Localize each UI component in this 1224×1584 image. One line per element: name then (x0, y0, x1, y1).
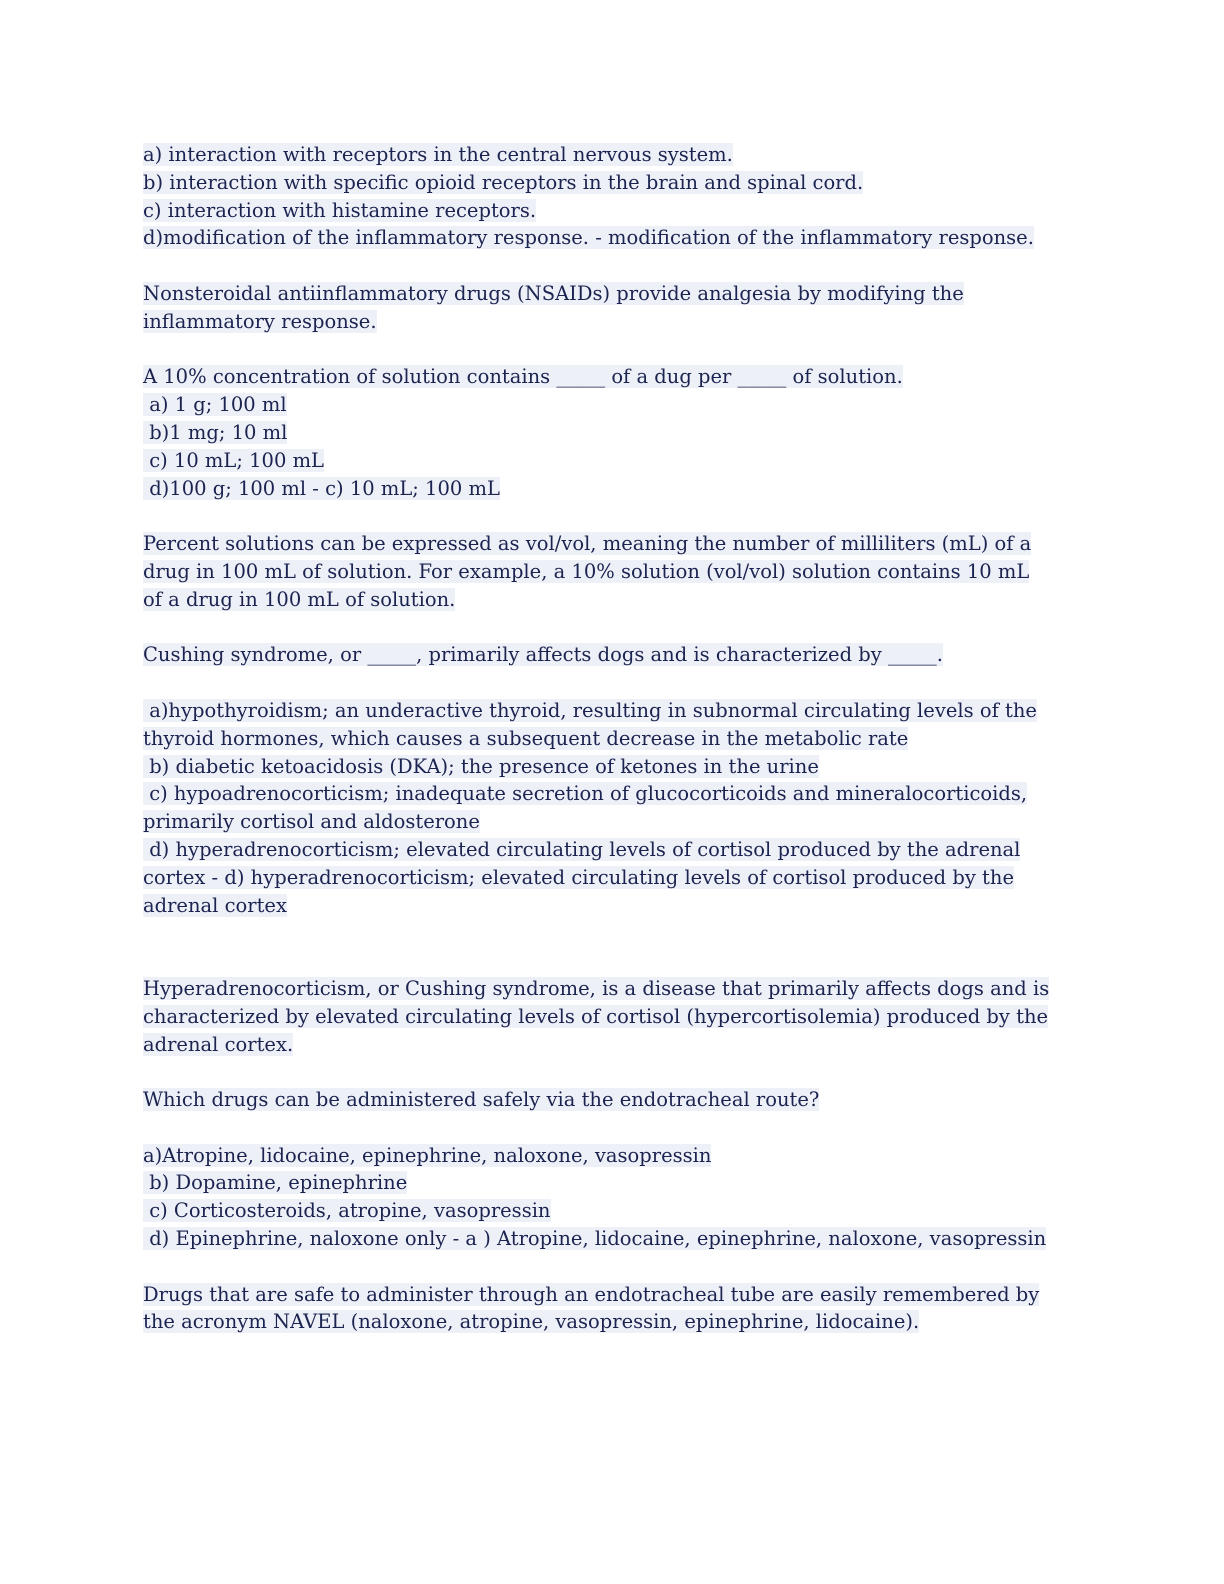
option-a: a)hypothyroidism; an underactive thyroid, resulting in subnormal circulating levels of the (143, 698, 1037, 722)
option-b: b) diabetic ketoacidosis (DKA); the presence of ketones in the urine (143, 754, 819, 778)
option-b: b) interaction with specific opioid receptors in the brain and spinal cord. (143, 170, 864, 194)
explanation-line: the acronym NAVEL (naloxone, atropine, vasopressin, epinephrine, lidocaine). (143, 1310, 920, 1334)
explanation-line: drug in 100 mL of solution. For example, a 10% solution (vol/vol) solution contains 10 mL (143, 559, 1030, 583)
option-a: a) 1 g; 100 ml (143, 393, 287, 417)
option-a-cont: thyroid hormones, which causes a subsequent decrease in the metabolic rate (143, 726, 909, 750)
q1-answer-options (143, 141, 1083, 252)
q3-question (143, 641, 1083, 669)
option-c: c) Corticosteroids, atropine, vasopressin (143, 1199, 551, 1223)
q2-explanation (143, 530, 1083, 613)
option-c: c) interaction with histamine receptors. (143, 198, 537, 222)
q1-explanation (143, 280, 1083, 336)
q2-question (143, 363, 1083, 502)
q3-explanation (143, 975, 1083, 1058)
question-text: A 10% concentration of solution contains _____ of a dug per _____ of solution. (143, 365, 903, 389)
q4-explanation (143, 1281, 1083, 1337)
explanation-line: Nonsteroidal antiinflammatory drugs (NSAIDs) provide analgesia by modifying the (143, 281, 964, 305)
explanation-line: Drugs that are safe to administer through an endotracheal tube are easily remembered by (143, 1282, 1040, 1306)
explanation-line: adrenal cortex. (143, 1032, 294, 1056)
q4-answer-options (143, 1142, 1083, 1253)
option-d: d) hyperadrenocorticism; elevated circulating levels of cortisol produced by the adrenal (143, 837, 1021, 861)
explanation-line: Percent solutions can be expressed as vol/vol, meaning the number of milliliters (mL) of a (143, 532, 1032, 556)
option-c-cont: primarily cortisol and aldosterone (143, 810, 480, 834)
option-b: b)1 mg; 10 ml (143, 420, 288, 444)
option-d-with-answer: cortex - d) hyperadrenocorticism; elevated circulating levels of cortisol produced by the (143, 865, 1014, 889)
option-d-with-answer: d)modification of the inflammatory response. - modification of the inflammatory response. (143, 226, 1034, 250)
option-c: c) 10 mL; 100 mL (143, 448, 325, 472)
explanation-line: of a drug in 100 mL of solution. (143, 587, 456, 611)
q4-question (143, 1086, 1083, 1114)
question-text: Which drugs can be administered safely via the endotracheal route? (143, 1088, 820, 1112)
explanation-line: inflammatory response. (143, 309, 377, 333)
question-text: Cushing syndrome, or _____, primarily affects dogs and is characterized by _____. (143, 643, 943, 667)
option-d-with-answer: d)100 g; 100 ml - c) 10 mL; 100 mL (143, 476, 500, 500)
explanation-line: Hyperadrenocorticism, or Cushing syndrome, is a disease that primarily affects dogs and is (143, 976, 1050, 1000)
option-b: b) Dopamine, epinephrine (143, 1171, 408, 1195)
explanation-line: characterized by elevated circulating levels of cortisol (hypercortisolemia) produced by the (143, 1004, 1049, 1028)
option-a: a) interaction with receptors in the central nervous system. (143, 143, 733, 166)
answer-cont: adrenal cortex (143, 893, 287, 917)
spacer (143, 947, 1083, 975)
option-d-with-answer: d) Epinephrine, naloxone only - a ) Atropine, lidocaine, epinephrine, naloxone, vasopressin (143, 1227, 1047, 1251)
option-a: a)Atropine, lidocaine, epinephrine, naloxone, vasopressin (143, 1143, 712, 1167)
document-page (143, 141, 1083, 1364)
option-c: c) hypoadrenocorticism; inadequate secretion of glucocorticoids and mineralocorticoids, (143, 782, 1028, 806)
q3-answer-options (143, 697, 1083, 919)
